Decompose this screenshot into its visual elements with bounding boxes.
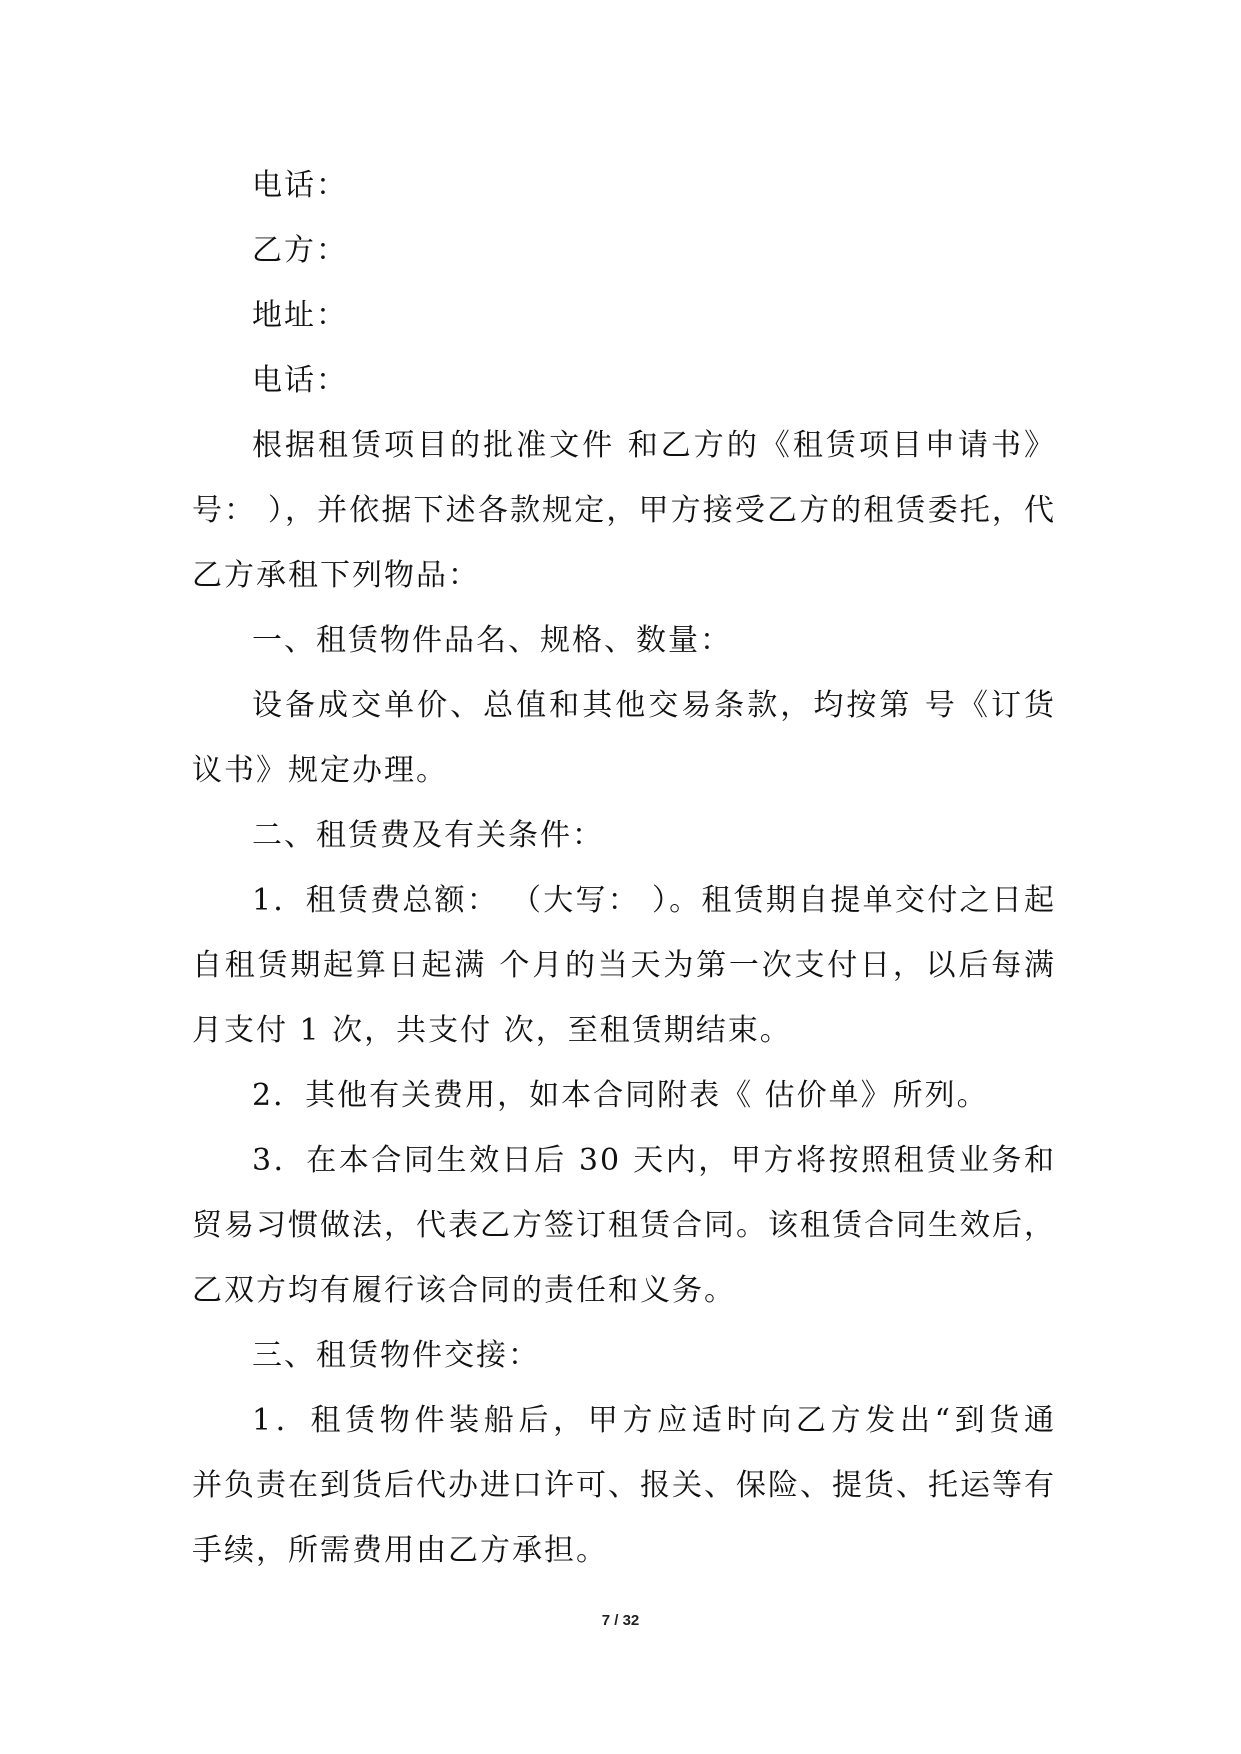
paragraph-line: 2．其他有关费用，如本合同附表《 估价单》所列。	[252, 1078, 989, 1113]
phone-line: 电话：	[252, 168, 348, 203]
section-heading: 三、租赁物件交接：	[252, 1338, 540, 1373]
paragraph-line: 自租赁期起算日起满 个月的当天为第一次支付日，以后每满	[192, 948, 1056, 983]
paragraph-line: 1．租赁物件装船后，甲方应适时向乙方发出“到货通	[252, 1403, 1056, 1438]
paragraph-line: 并负责在到货后代办进口许可、报关、保险、提货、托运等有	[192, 1468, 1056, 1503]
address-line: 地址：	[252, 298, 348, 333]
paragraph-line: 乙双方均有履行该合同的责任和义务。	[192, 1273, 736, 1308]
paragraph-line: 议书》规定办理。	[192, 753, 448, 788]
page-number: 7 / 32	[601, 1612, 640, 1629]
paragraph-line: 号： ），并依据下述各款规定，甲方接受乙方的租赁委托，代	[192, 493, 1056, 528]
document-body	[192, 153, 1056, 1583]
party-b-line: 乙方：	[252, 233, 348, 268]
paragraph-line: 手续，所需费用由乙方承担。	[192, 1533, 608, 1568]
phone-line: 电话：	[252, 363, 348, 398]
paragraph-line: 月支付 1 次，共支付 次，至租赁期结束。	[192, 1013, 792, 1048]
paragraph-line: 贸易习惯做法，代表乙方签订租赁合同。该租赁合同生效后，	[192, 1208, 1056, 1243]
paragraph-line: 3．在本合同生效日后 30 天内，甲方将按照租赁业务和	[252, 1143, 1056, 1178]
section-heading: 二、租赁费及有关条件：	[252, 818, 604, 853]
paragraph-line: 设备成交单价、总值和其他交易条款，均按第 号《订货	[252, 688, 1056, 723]
paragraph-line: 乙方承租下列物品：	[192, 558, 480, 593]
paragraph-line: 根据租赁项目的批准文件 和乙方的《租赁项目申请书》	[252, 428, 1056, 463]
section-heading: 一、租赁物件品名、规格、数量：	[252, 623, 732, 658]
paragraph-line: 1．租赁费总额： （大写： ）。租赁期自提单交付之日起	[252, 883, 1056, 918]
